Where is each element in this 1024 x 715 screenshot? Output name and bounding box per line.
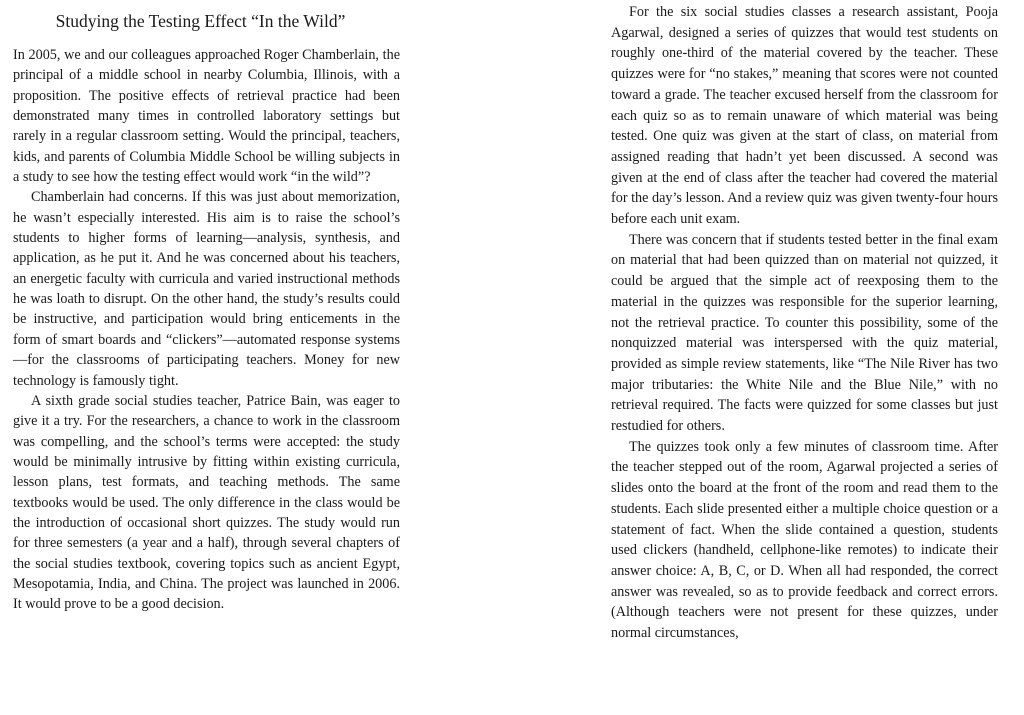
left-page bbox=[13, 10, 400, 615]
paragraph: A sixth grade social studies teacher, Patrice Bain, was eager to give it a try. For the researchers, a chance to work in the classroom was compelling, and the school’s terms were accepted: the study would be minimally intrusive by fitting within existing curricula, lesson plans, test formats, and teaching methods. The same textbooks would be used. The only difference in the class would be the introduction of occasional short quizzes. The study would run for three semesters (a year and a half), through several chapters of the social studies textbook, covering topics such as ancient Egypt, Mesopotamia, India, and China. The project was launched in 2006. It would prove to be a good decision. bbox=[13, 392, 400, 613]
paragraph: In 2005, we and our colleagues approached Roger Chamberlain, the principal of a middle school in nearby Columbia, Illinois, with a proposition. The positive effects of retrieval practice had been demonstrated many times in controlled laboratory settings but rarely in a regular classroom setting. Would the principal, teachers, kids, and parents of Columbia Middle School be willing subjects in a study to see how the testing effect would work “in the wild”? bbox=[13, 47, 400, 186]
paragraph: There was concern that if students tested better in the final exam on material that had been quizzed than on material not quizzed, it could be argued that the simple act of reexposing them to the material in the quizzes was responsible for the superior learning, not the retrieval practice. To counter this possibility, some of the nonquizzed material was interspersed with the quiz material, provided as simple review statements, like “The Nile River has two major tributaries: the White Nile and the Blue Nile,” with no retrieval required. The facts were quizzed for some classes but just restudied for others. bbox=[611, 231, 998, 435]
paragraph: Chamberlain had concerns. If this was just about memorization, he wasn’t especially interested. His aim is to raise the school’s students to higher forms of learning—analysis, synthesis, and application, as he put it. And he was concerned about his teachers, an energetic faculty with curricula and varied instructional methods he was loath to disrupt. On the other hand, the study’s results could be instructive, and participation would bring enticements in the form of smart boards and “clickers”—automated response systems—for the classrooms of participating teachers. Money for new technology is famously tight. bbox=[13, 189, 400, 389]
paragraph: For the six social studies classes a research assistant, Pooja Agarwal, designed a series of quizzes that would test students on roughly one-third of the material covered by the teacher. These quizzes were for “no stakes,” meaning that scores were not counted toward a grade. The teacher excused herself from the classroom for each quiz so as to remain unaware of which material was being tested. One quiz was given at the start of class, on material from assigned reading that hadn’t yet been discussed. A second was given at the end of class after the teacher had covered the material for the day’s lesson. And a review quiz was given twenty-four hours before each unit exam. bbox=[611, 4, 998, 228]
right-page bbox=[611, 2, 998, 644]
paragraph: The quizzes took only a few minutes of classroom time. After the teacher stepped out of the room, Agarwal projected a series of slides onto the board at the front of the room and read them to the students. Each slide presented either a multiple choice question or a statement of fact. When the slide contained a question, students used clickers (handheld, cellphone-like remotes) to indicate their answer choice: A, B, C, or D. When all had responded, the correct answer was revealed, so as to provide feedback and correct errors. (Although teachers were not present for these quizzes, under normal circumstances, bbox=[611, 438, 998, 642]
section-heading: Studying the Testing Effect “In the Wild” bbox=[55, 11, 346, 31]
